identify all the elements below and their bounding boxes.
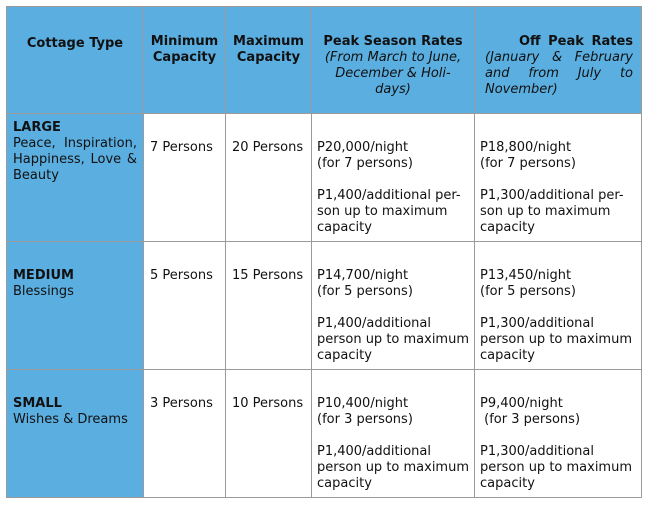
cottage-name: SMALL xyxy=(13,396,62,411)
min-capacity-cell xyxy=(144,370,226,498)
offpeak-nightly-rate: P13,450/night xyxy=(480,268,572,283)
cottage-desc-line: Happiness, Love & xyxy=(13,152,137,167)
min-capacity-cell xyxy=(144,242,226,370)
min-capacity-value: 7 Persons xyxy=(150,140,213,155)
offpeak-rate-persons: (for 7 persons) xyxy=(480,156,576,171)
header-peak-season xyxy=(312,7,475,114)
peak-additional-line: capacity xyxy=(317,220,372,235)
offpeak-additional-line: capacity xyxy=(480,476,535,491)
peak-additional-line: P1,400/additional xyxy=(317,316,431,331)
max-capacity-value: 20 Persons xyxy=(232,140,304,155)
header-offpeak-title: Off Peak Rates xyxy=(519,34,633,49)
table-row xyxy=(7,242,642,370)
peak-additional-line: P1,400/additional xyxy=(317,444,431,459)
header-cottage-type xyxy=(7,7,144,114)
peak-rate-cell xyxy=(312,370,475,498)
peak-additional-line: capacity xyxy=(317,476,372,491)
max-capacity-cell xyxy=(226,242,312,370)
max-capacity-cell xyxy=(226,114,312,242)
offpeak-additional-line: person up to maximum xyxy=(480,332,633,347)
cottage-desc-line: Beauty xyxy=(13,168,59,183)
cottage-type-cell xyxy=(7,242,144,370)
cottage-desc-line: Peace, Inspiration, xyxy=(13,136,137,151)
peak-rate-cell xyxy=(312,114,475,242)
peak-additional-line: P1,400/additional per- xyxy=(317,188,461,203)
header-peak-sub-line3: days) xyxy=(375,82,411,97)
header-max-capacity xyxy=(226,7,312,114)
peak-additional-line: person up to maximum xyxy=(317,332,470,347)
header-peak-sub-line1: (From March to June, xyxy=(324,50,462,65)
offpeak-additional-line: person up to maximum xyxy=(480,460,633,475)
header-peak-title: Peak Season Rates xyxy=(323,34,463,49)
min-capacity-value: 3 Persons xyxy=(150,396,213,411)
cottage-type-cell xyxy=(7,114,144,242)
peak-additional-line: person up to maximum xyxy=(317,460,470,475)
offpeak-additional-line: son up to maximum xyxy=(480,204,611,219)
table-header-row xyxy=(7,7,642,114)
header-max-capacity-line1: Maximum xyxy=(233,34,304,49)
offpeak-nightly-rate: P18,800/night xyxy=(480,140,572,155)
cottage-desc-line: Blessings xyxy=(13,284,74,299)
cottage-type-cell xyxy=(7,370,144,498)
header-min-capacity xyxy=(144,7,226,114)
offpeak-rate-cell xyxy=(475,370,642,498)
header-offpeak-sub-line3: November) xyxy=(485,82,558,97)
table-row xyxy=(7,114,642,242)
offpeak-rate-persons: (for 3 persons) xyxy=(480,412,581,427)
cottage-rates-table xyxy=(6,6,642,498)
header-max-capacity-line2: Capacity xyxy=(236,50,301,65)
peak-nightly-rate: P14,700/night xyxy=(317,268,409,283)
peak-rate-persons: (for 7 persons) xyxy=(317,156,413,171)
max-capacity-cell xyxy=(226,370,312,498)
offpeak-additional-line: capacity xyxy=(480,220,535,235)
offpeak-additional-line: capacity xyxy=(480,348,535,363)
cottage-desc-line: Wishes & Dreams xyxy=(13,412,128,427)
header-peak-sub-line2: December & Holi- xyxy=(335,66,451,81)
min-capacity-value: 5 Persons xyxy=(150,268,213,283)
offpeak-nightly-rate: P9,400/night xyxy=(480,396,563,411)
offpeak-additional-line: P1,300/additional xyxy=(480,316,594,331)
offpeak-rate-persons: (for 5 persons) xyxy=(480,284,576,299)
peak-rate-persons: (for 3 persons) xyxy=(317,412,413,427)
peak-rate-persons: (for 5 persons) xyxy=(317,284,413,299)
header-offpeak-sub-line2: and from July to xyxy=(485,66,633,81)
table-row xyxy=(7,370,642,498)
max-capacity-value: 10 Persons xyxy=(232,396,304,411)
min-capacity-cell xyxy=(144,114,226,242)
peak-additional-line: capacity xyxy=(317,348,372,363)
cottage-name: LARGE xyxy=(13,120,61,135)
header-offpeak-sub-line1: (January & February xyxy=(485,50,633,65)
offpeak-additional-line: P1,300/additional xyxy=(480,444,594,459)
offpeak-additional-line: P1,300/additional per- xyxy=(480,188,624,203)
header-min-capacity-line2: Capacity xyxy=(152,50,217,65)
peak-additional-line: son up to maximum xyxy=(317,204,448,219)
cottage-name: MEDIUM xyxy=(13,268,74,283)
header-off-peak xyxy=(475,7,642,114)
peak-nightly-rate: P20,000/night xyxy=(317,140,409,155)
peak-rate-cell xyxy=(312,242,475,370)
header-cottage-type-label: Cottage Type xyxy=(26,36,124,51)
offpeak-rate-cell xyxy=(475,242,642,370)
header-min-capacity-line1: Minimum xyxy=(150,34,219,49)
peak-nightly-rate: P10,400/night xyxy=(317,396,409,411)
max-capacity-value: 15 Persons xyxy=(232,268,304,283)
offpeak-rate-cell xyxy=(475,114,642,242)
